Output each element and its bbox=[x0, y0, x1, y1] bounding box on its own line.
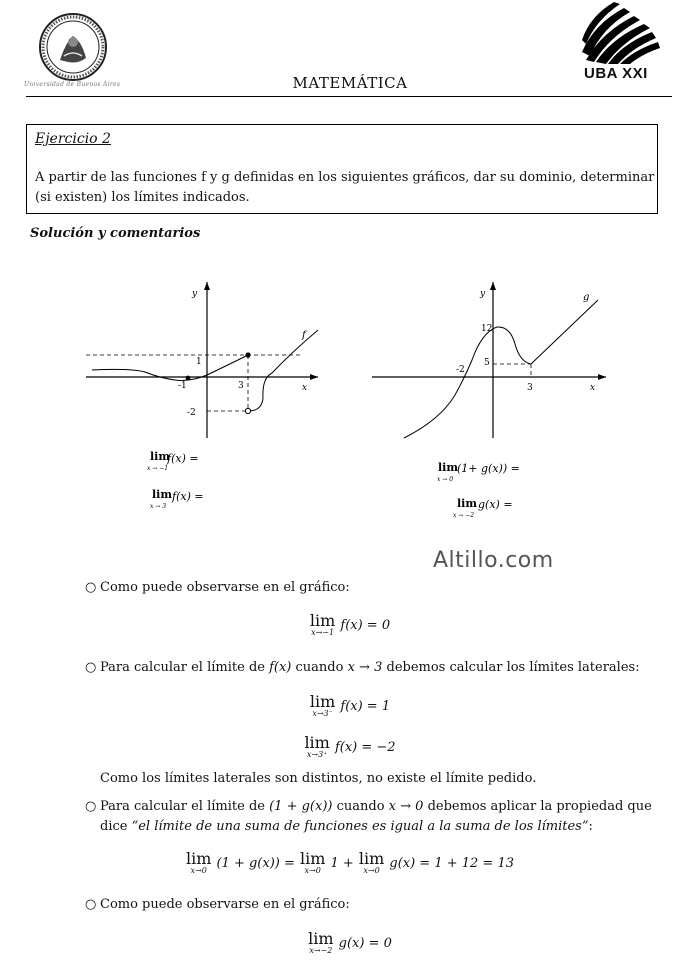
equation-body: g(x) = 1 + 12 = 13 bbox=[389, 856, 514, 871]
lim-operator: lim x→0 bbox=[299, 849, 326, 875]
equation-body: (1 + g(x)) = bbox=[216, 856, 295, 871]
list-item-text: debemos aplicar la propiedad que bbox=[423, 799, 652, 814]
bullet-icon: ○ bbox=[85, 799, 97, 814]
f-xtick-3: 3 bbox=[238, 381, 244, 391]
f-ytick-1: 1 bbox=[196, 357, 202, 367]
g-curve-right bbox=[531, 300, 598, 364]
g-y-axis-label: y bbox=[480, 289, 486, 299]
lim-operator: lim x→0 bbox=[358, 849, 385, 875]
graph-f bbox=[86, 282, 318, 438]
g-y-axis-arrow-icon bbox=[490, 282, 496, 290]
f-limit1-sub: x → −1 bbox=[147, 465, 169, 472]
f-x-axis-arrow-icon bbox=[310, 374, 318, 380]
g-x-axis-label: x bbox=[590, 383, 596, 393]
f-y-axis-label: y bbox=[192, 289, 198, 299]
equation-2 bbox=[0, 692, 700, 718]
f-point-filled-3 bbox=[245, 352, 250, 357]
equation-3 bbox=[0, 733, 700, 759]
bullet-icon: ○ bbox=[85, 660, 97, 675]
f-limit2-sub: x → 3 bbox=[150, 503, 167, 510]
quote-text: “el límite de una suma de funciones es igual a la suma de los límites” bbox=[131, 819, 589, 834]
f-point-minus1 bbox=[186, 376, 191, 381]
g-x-axis-arrow-icon bbox=[598, 374, 606, 380]
f-x-axis-label: x bbox=[302, 383, 308, 393]
list-item-text: cuando bbox=[332, 799, 389, 814]
lim-operator: lim x→0 bbox=[185, 849, 212, 875]
g-curve-left bbox=[404, 327, 531, 438]
f-limit1-lim: lim bbox=[150, 450, 170, 463]
university-seal-logo bbox=[38, 12, 108, 82]
graph-g bbox=[372, 282, 606, 438]
lim-operator: lim x→3⁺ bbox=[304, 733, 330, 759]
list-item-text: Para calcular el límite de bbox=[100, 799, 270, 814]
list-item-5 bbox=[85, 897, 350, 912]
g-function-label: g bbox=[583, 292, 590, 303]
uba-xxi-logo-text: UBA XXI bbox=[584, 65, 648, 82]
solution-heading: Solución y comentarios bbox=[30, 226, 201, 241]
f-limit1-expr: f(x) = bbox=[167, 452, 199, 465]
f-xtick-minus1: -1 bbox=[178, 381, 187, 391]
f-ytick-minus2: -2 bbox=[187, 408, 196, 418]
list-item-text: Como puede observarse en el gráfico: bbox=[100, 897, 350, 912]
list-item-1 bbox=[85, 580, 350, 595]
g-limit1-lim: lim bbox=[438, 461, 458, 474]
lim-operator: lim x→3⁻ bbox=[309, 692, 336, 718]
g-limit2-sub: x → −2 bbox=[453, 512, 475, 519]
graph-limit-prompts bbox=[147, 450, 520, 519]
lim-operator: lim x→−1 bbox=[309, 611, 336, 637]
list-item-text: Para calcular el límite de bbox=[100, 660, 270, 675]
list-item-text: dice bbox=[100, 819, 132, 834]
list-item-text: debemos calcular los límites laterales: bbox=[382, 660, 640, 675]
equation-body: f(x) = −2 bbox=[334, 740, 396, 755]
equation-body: 1 + bbox=[330, 856, 354, 871]
page-title: MATEMÁTICA bbox=[292, 74, 408, 92]
g-xtick-3: 3 bbox=[527, 383, 533, 393]
f-limit2-lim: lim bbox=[152, 488, 172, 501]
list-item-2 bbox=[85, 660, 640, 675]
seal-caption: Universidad de Buenos Aires bbox=[24, 81, 121, 88]
math-inline: f(x) bbox=[269, 660, 292, 675]
f-point-open-3 bbox=[245, 408, 250, 413]
f-function-label: f bbox=[302, 330, 306, 341]
watermark: Altillo.com bbox=[433, 548, 554, 573]
uba-stripes-logo bbox=[582, 2, 662, 64]
lim-operator: lim x→−2 bbox=[308, 929, 334, 955]
equation-body: f(x) = 0 bbox=[340, 618, 391, 633]
list-item-text: cuando bbox=[291, 660, 348, 675]
f-limit2-expr: f(x) = bbox=[172, 490, 204, 503]
equation-5 bbox=[0, 929, 700, 955]
f-curve-right bbox=[250, 330, 318, 411]
g-limit1-expr: (1+ g(x)) = bbox=[457, 462, 520, 475]
math-inline: x → 0 bbox=[388, 799, 424, 814]
g-limit2-expr: g(x) = bbox=[478, 498, 513, 511]
bullet-icon: ○ bbox=[85, 580, 97, 595]
math-inline: x → 3 bbox=[347, 660, 383, 675]
function-graphs-figure bbox=[0, 260, 700, 530]
list-item-text: : bbox=[588, 819, 593, 834]
list-item-text: Como puede observarse en el gráfico: bbox=[100, 580, 350, 595]
g-xtick-minus2: -2 bbox=[456, 365, 465, 375]
bullet-icon: ○ bbox=[85, 897, 97, 912]
g-limit1-sub: x → 0 bbox=[437, 476, 454, 483]
g-limit2-lim: lim bbox=[457, 497, 477, 510]
g-ytick-12: 12 bbox=[481, 324, 493, 334]
equation-4 bbox=[0, 849, 700, 875]
g-ytick-5: 5 bbox=[484, 358, 490, 368]
header-divider bbox=[26, 96, 672, 97]
equation-body: g(x) = 0 bbox=[338, 936, 392, 951]
f-y-axis-arrow-icon bbox=[204, 282, 210, 290]
list-item-4 bbox=[85, 797, 675, 837]
math-inline: (1 + g(x)) bbox=[269, 799, 333, 814]
equation-1 bbox=[0, 611, 700, 637]
exercise-statement: A partir de las funciones f y g definidas en los siguientes gráficos, dar su dominio, determinar (si existen) los límites indicados. bbox=[35, 170, 655, 205]
exercise-title: Ejercicio 2 bbox=[35, 131, 111, 147]
list-item-3: Como los límites laterales son distintos, no existe el límite pedido. bbox=[100, 771, 537, 786]
equation-body: f(x) = 1 bbox=[340, 699, 391, 714]
